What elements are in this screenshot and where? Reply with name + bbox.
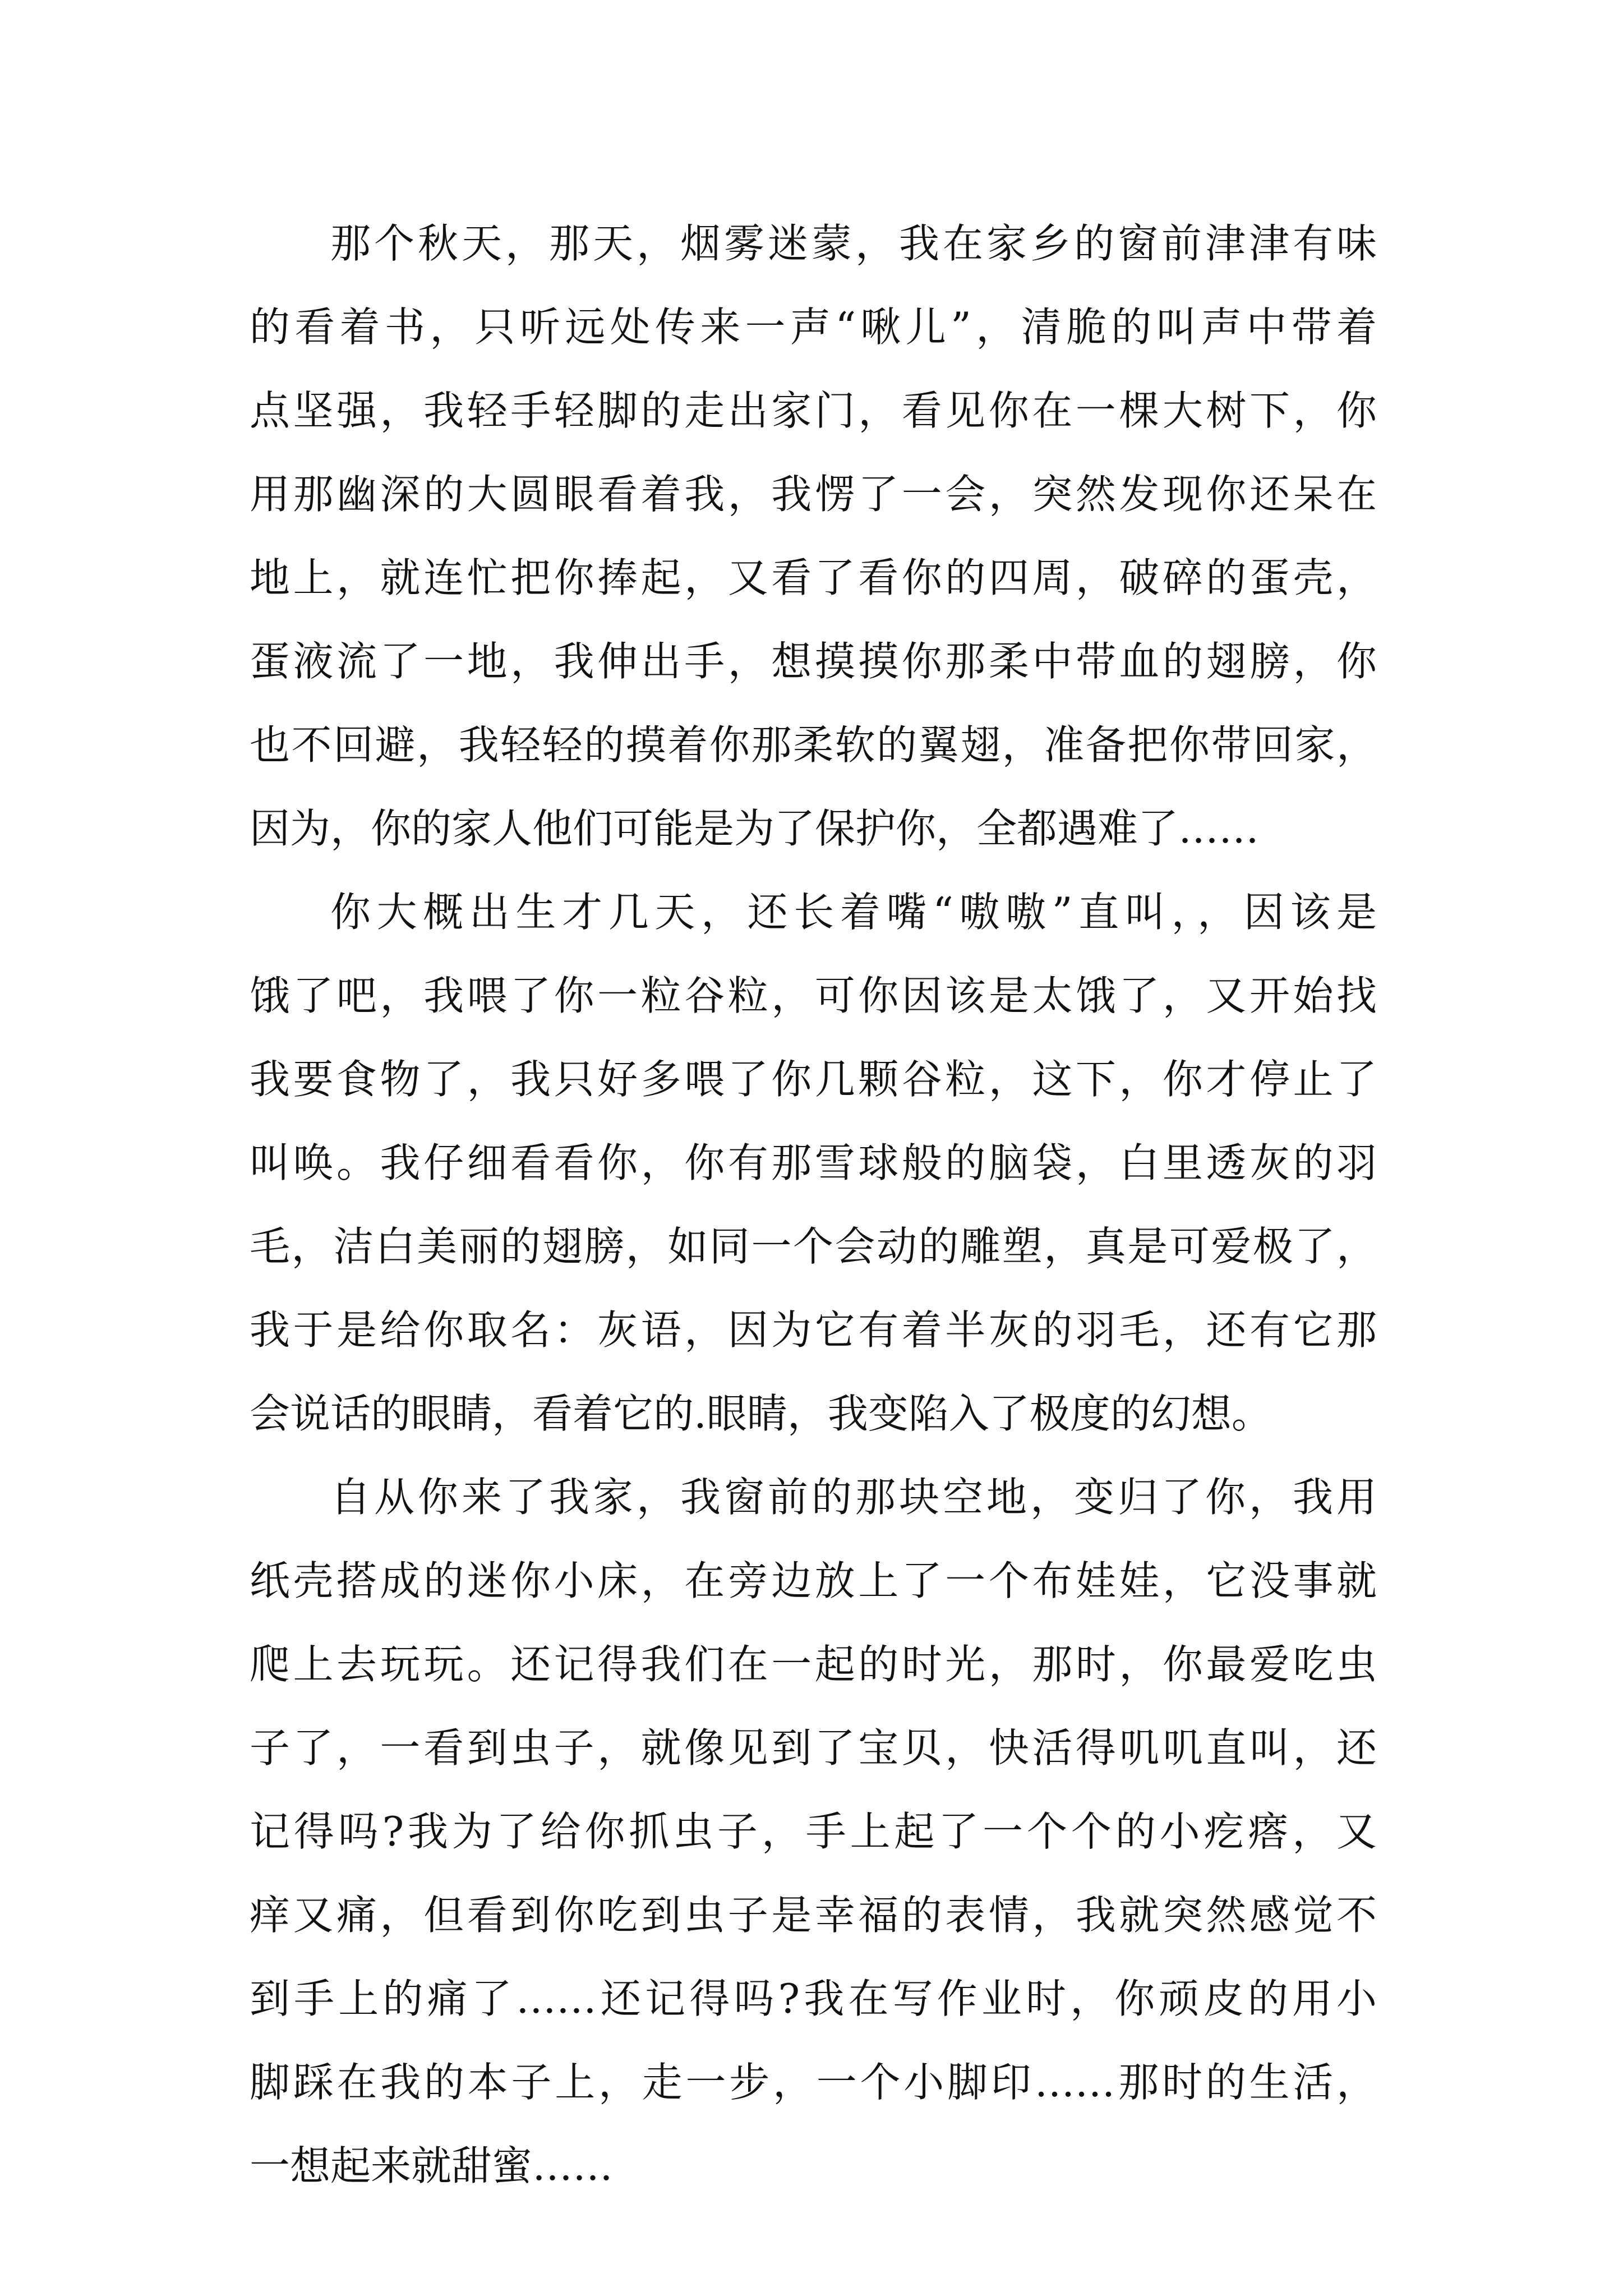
text-line xyxy=(250,1706,1377,1790)
line-text: 子了，一看到虫子，就像见到了宝贝，快活得叽叽直叫，还 xyxy=(250,1724,1377,1772)
text-line xyxy=(250,202,1377,286)
line-text: 脚踩在我的本子上，走一步，一个小脚印……那时的生活， xyxy=(250,2059,1377,2106)
text-line xyxy=(250,620,1377,703)
line-text: 蛋液流了一地，我伸出手，想摸摸你那柔中带血的翅膀，你 xyxy=(250,638,1377,685)
text-line xyxy=(250,369,1377,453)
line-text: 会说话的眼睛，看着它的.眼睛，我变陷入了极度的幻想。 xyxy=(250,1390,1272,1437)
text-line xyxy=(250,871,1377,954)
line-text: 一想起来就甜蜜…… xyxy=(250,2142,614,2189)
text-line xyxy=(250,1121,1377,1205)
text-line xyxy=(250,453,1377,536)
text-line xyxy=(250,703,1377,787)
line-text: 饿了吧，我喂了你一粒谷粒，可你因该是太饿了，又开始找 xyxy=(250,972,1377,1019)
line-text: 爬上去玩玩。还记得我们在一起的时光，那时，你最爱吃虫 xyxy=(250,1641,1377,1688)
line-text: 也不回避，我轻轻的摸着你那柔软的翼翅，准备把你带回家， xyxy=(250,721,1377,769)
text-line xyxy=(250,1539,1377,1623)
line-text: 我于是给你取名：灰语，因为它有着半灰的羽毛，还有它那 xyxy=(250,1306,1377,1354)
line-text: 痒又痛，但看到你吃到虫子是幸福的表情，我就突然感觉不 xyxy=(250,1892,1377,1939)
line-text: 到手上的痛了……还记得吗?我在写作业时，你顽皮的用小 xyxy=(250,1975,1377,2022)
text-line xyxy=(250,536,1377,620)
line-text: 那个秋天，那天，烟雾迷蒙，我在家乡的窗前津津有味 xyxy=(330,220,1377,267)
line-text: 记得吗?我为了给你抓虫子，手上起了一个个的小疙瘩，又 xyxy=(250,1808,1377,1855)
text-line xyxy=(250,1205,1377,1289)
text-line xyxy=(250,1372,1377,1456)
line-text: 我要食物了，我只好多喂了你几颗谷粒，这下，你才停止了 xyxy=(250,1056,1377,1103)
text-line xyxy=(250,1790,1377,1874)
line-text: 叫唤。我仔细看看你，你有那雪球般的脑袋，白里透灰的羽 xyxy=(250,1139,1377,1186)
line-text: 毛，洁白美丽的翅膀，如同一个会动的雕塑，真是可爱极了， xyxy=(250,1223,1377,1270)
text-line xyxy=(250,787,1377,871)
line-text: 用那幽深的大圆眼看着我，我愣了一会，突然发现你还呆在 xyxy=(250,471,1377,518)
text-line xyxy=(250,1038,1377,1121)
text-line xyxy=(250,2041,1377,2124)
text-line xyxy=(250,1957,1377,2041)
line-text: 纸壳搭成的迷你小床，在旁边放上了一个布娃娃，它没事就 xyxy=(250,1557,1377,1604)
document-body xyxy=(250,202,1377,2208)
text-line xyxy=(250,1874,1377,1957)
text-line xyxy=(250,286,1377,369)
line-text: 点坚强，我轻手轻脚的走出家门，看见你在一棵大树下，你 xyxy=(250,387,1377,434)
text-line xyxy=(250,1289,1377,1372)
line-text: 的看着书，只听远处传来一声“啾儿”，清脆的叫声中带着 xyxy=(250,303,1377,351)
line-text: 因为，你的家人他们可能是为了保护你，全都遇难了…… xyxy=(250,805,1260,852)
line-text: 你大概出生才几天，还长着嘴“嗷嗷”直叫，，因该是 xyxy=(330,889,1377,936)
text-line xyxy=(250,1456,1377,1539)
line-text: 自从你来了我家，我窗前的那块空地，变归了你，我用 xyxy=(330,1474,1377,1521)
text-line xyxy=(250,1623,1377,1706)
line-text: 地上，就连忙把你捧起，又看了看你的四周，破碎的蛋壳， xyxy=(250,554,1377,601)
text-line xyxy=(250,2124,1377,2208)
text-line xyxy=(250,954,1377,1038)
